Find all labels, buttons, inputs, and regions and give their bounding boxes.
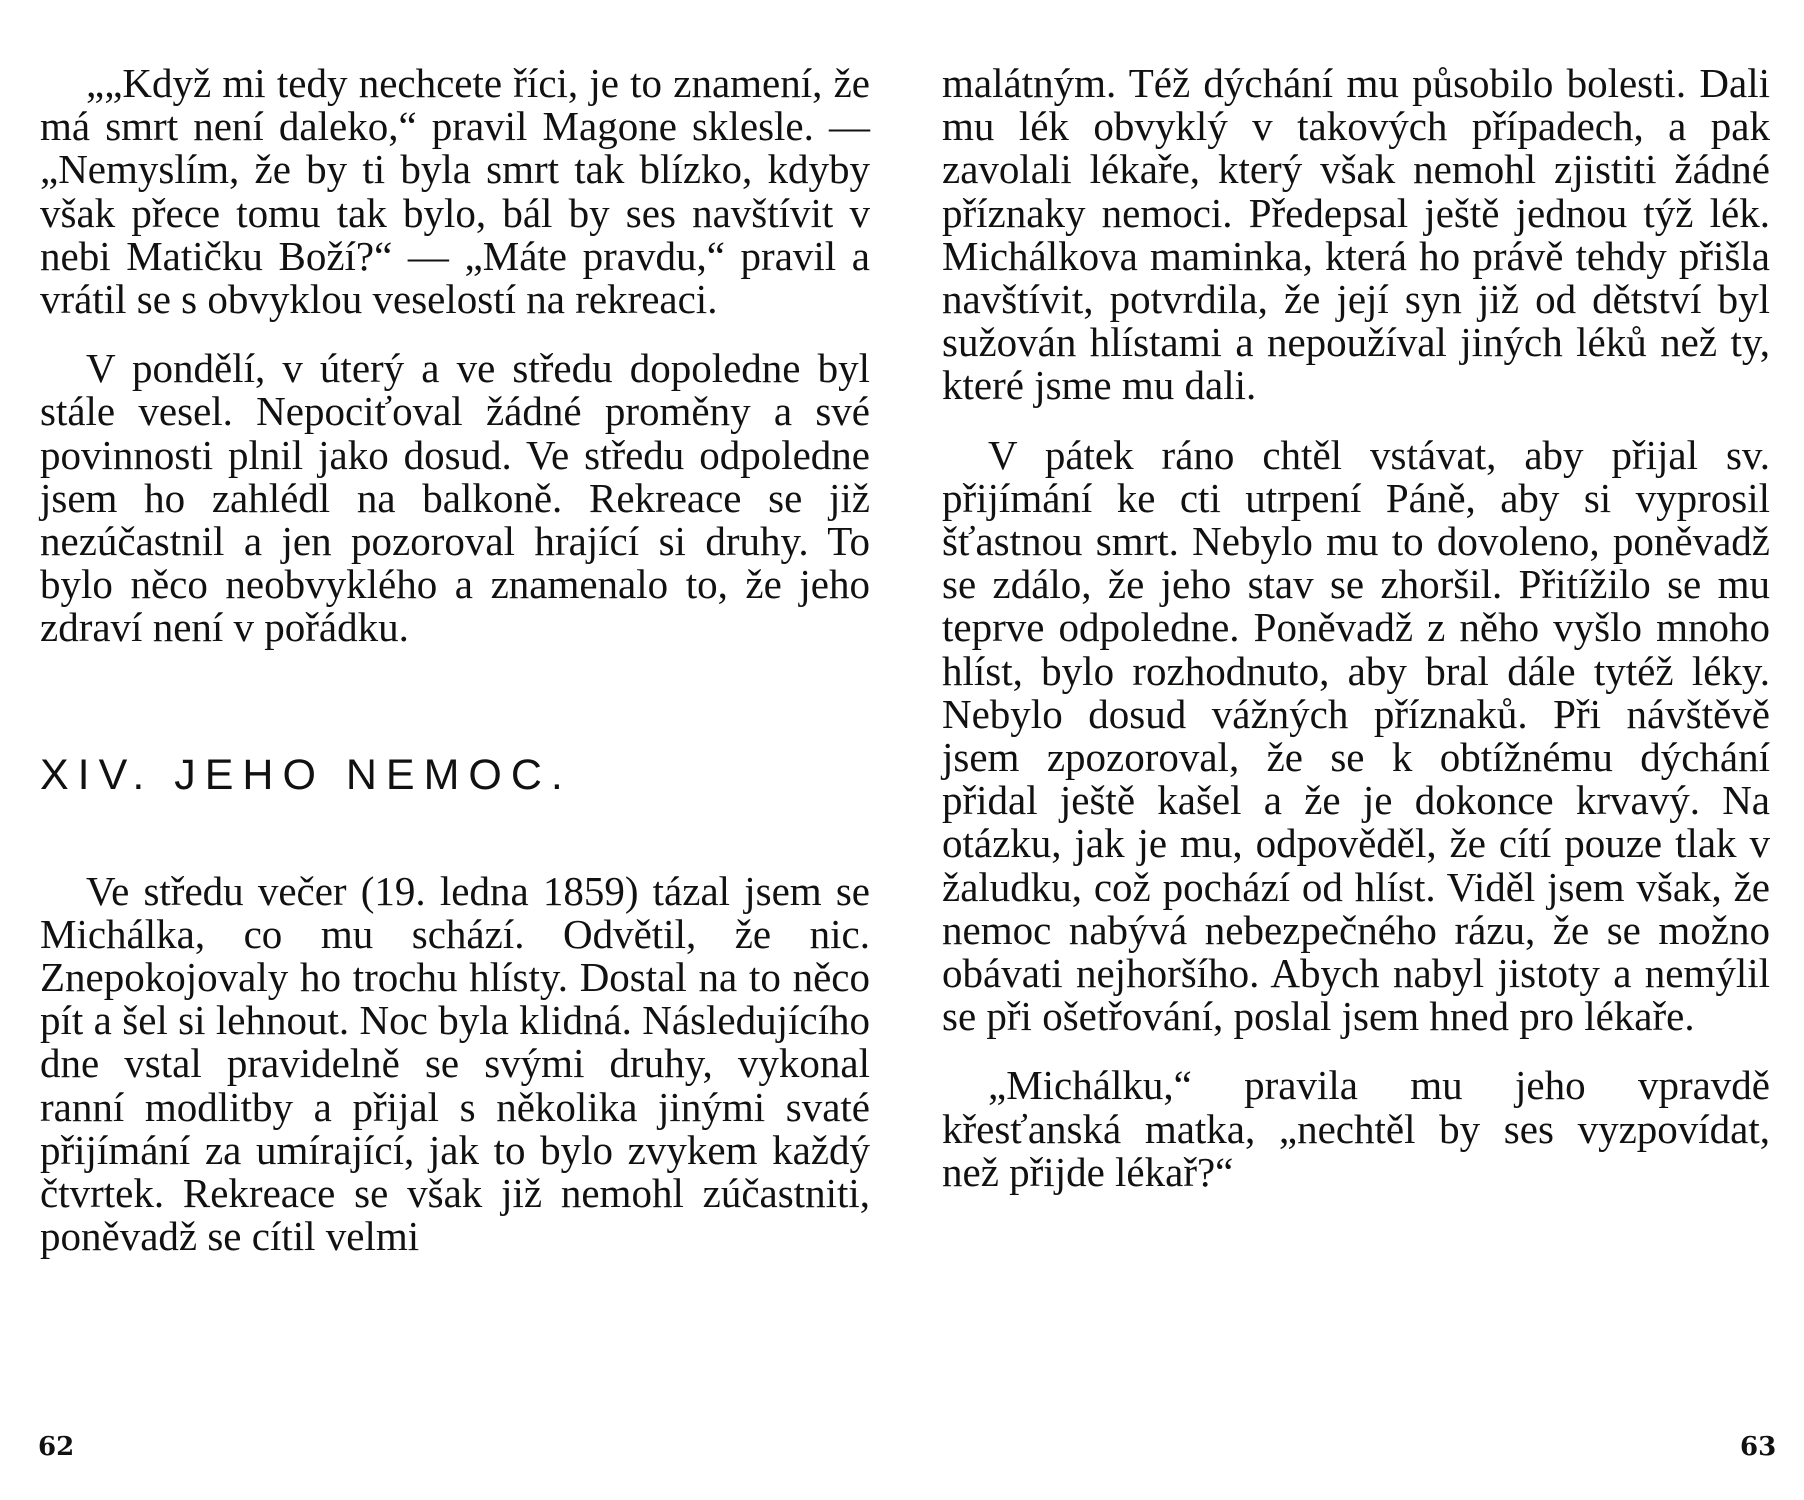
left-text-column bbox=[40, 62, 870, 1258]
paragraph: Ve středu večer (19. ledna 1859) tázal jsem se Michálka, co mu schází. Odvětil, že nic. Znepokojovaly ho trochu hlísty. Dostal na to něco pít a šel si lehnout. Noc byla klidná. Následujícího dne vstal pravidelně se svými druhy, vykonal ranní modlitby a přijal s několika jinými svaté přijímání za umírající, jak to bylo zvykem každý čtvrtek. Rekreace se však již nemohl zúčastniti, poněvadž se cítil velmi bbox=[40, 867, 870, 1260]
paragraph: V pátek ráno chtěl vstávat, aby přijal sv. přijímání ke cti utrpení Páně, aby si vyprosil šťastnou smrt. Nebylo mu to dovoleno, poněvadž se zdálo, že jeho stav se zhoršil. Přitížilo se mu teprve odpoledne. Poněvadž z něho vyšlo mnoho hlíst, bylo rozhodnuto, aby bral dále tytéž léky. Nebylo dosud vážných příznaků. Při návštěvě jsem zpozoroval, že se k obtížnému dýchání přidal ještě kašel a že je dokonce krvavý. Na otázku, jak je mu, odpověděl, že cítí pouze tlak v žaludku, což pochází od hlíst. Viděl jsem však, že nemoc nabývá nebezpečného rázu, že se možno obávati nejhoršího. Abych nabyl jistoty a nemýlil se při ošetřování, poslal jsem hned pro lékaře. bbox=[942, 431, 1770, 1040]
right-text-column bbox=[942, 62, 1770, 1194]
paragraph: „Michálku,“ pravila mu jeho vpravdě křesťanská matka, „nechtěl by ses vyzpovídat, než přijde lékař?“ bbox=[942, 1062, 1770, 1195]
chapter-heading: XIV. JEHO NEMOC. bbox=[40, 750, 572, 799]
page-number: 62 bbox=[38, 1432, 75, 1462]
paragraph: malátným. Též dýchání mu působilo bolesti. Dali mu lék obvyklý v takových případech, a pak zavolali lékaře, který však nemohl zjistiti žádné příznaky nemoci. Předepsal ještě jednou týž lék. Michálkova maminka, která ho právě tehdy přišla navštívit, potvrdila, že její syn již od dětství byl sužován hlístami a nepoužíval jiných léků než ty, které jsme mu dali. bbox=[942, 60, 1770, 409]
right-page bbox=[902, 0, 1804, 1500]
paragraph: „„Když mi tedy nechcete říci, je to znamení, že má smrt není daleko,“ pravil Magone sklesle. — „Nemyslím, že by ti byla smrt tak blízko, kdyby však přece tomu tak bylo, bál by ses navštívit v nebi Matičku Boží?“ — „Máte pravdu,“ pravil a vrátil se s obvyklou veselostí na rekreaci. bbox=[40, 60, 870, 323]
paragraph: V pondělí, v úterý a ve středu dopoledne byl stále vesel. Nepociťoval žádné proměny a své povinnosti plnil jako dosud. Ve středu odpoledne jsem ho zahlédl na balkoně. Rekreace se již nezúčastnil a jen pozoroval hrající si druhy. To bylo něco neobvyklého a znamenalo to, že jeho zdraví není v pořádku. bbox=[40, 345, 870, 651]
page-number: 63 bbox=[1740, 1432, 1777, 1462]
